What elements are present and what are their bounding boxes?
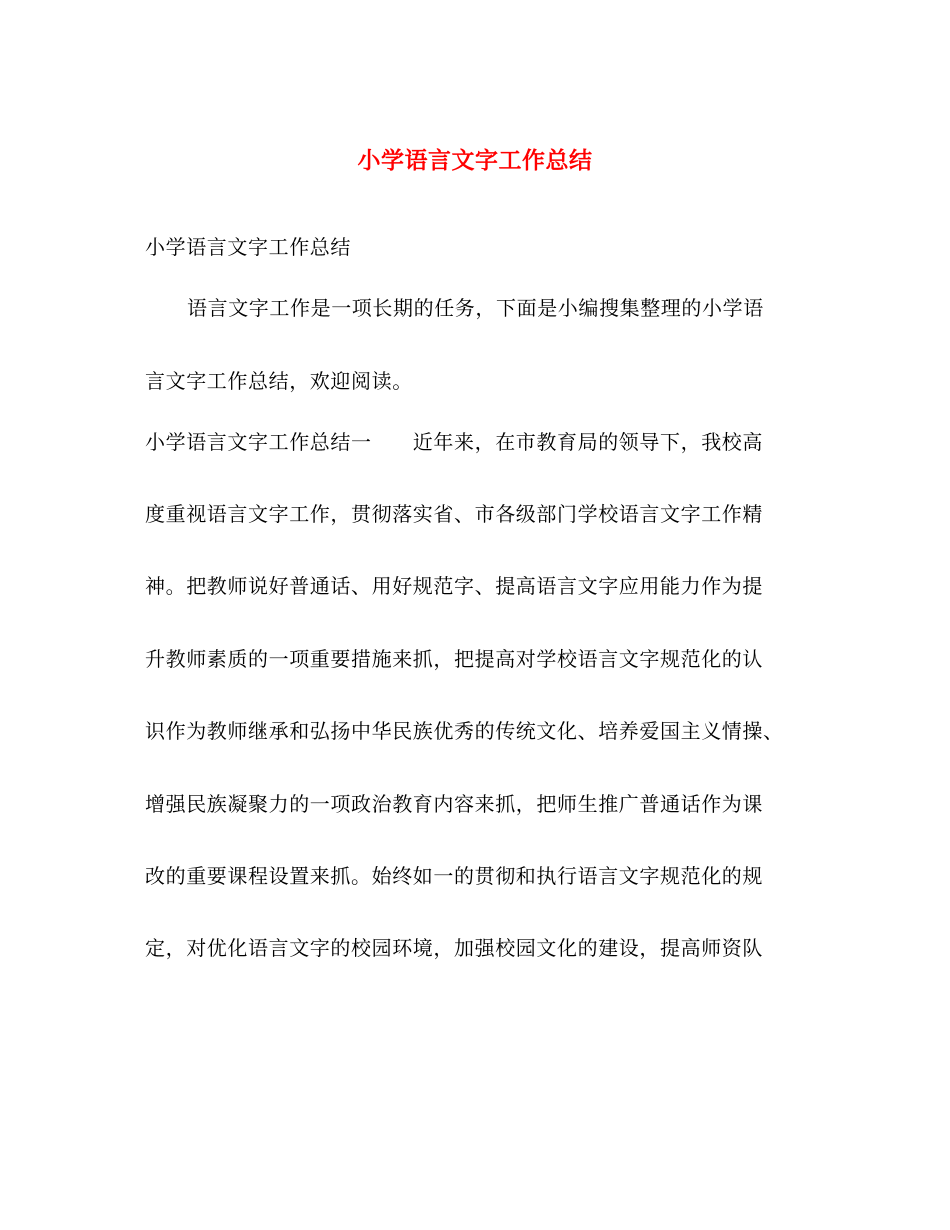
body-line-6: 增强民族凝聚力的一项政治教育内容来抓，把师生推广普通话作为课 [145,792,763,816]
body-line-7: 改的重要课程设置来抓。始终如一的贯彻和执行语言文字规范化的规 [145,864,763,888]
document-title: 小学语言文字工作总结 [357,147,593,174]
body-line-4: 升教师素质的一项重要措施来抓，把提高对学校语言文字规范化的认 [145,647,763,671]
intro-line-2: 言文字工作总结，欢迎阅读。 [145,369,413,393]
subtitle-line: 小学语言文字工作总结 [145,235,351,259]
body-line-2: 度重视语言文字工作，贯彻落实省、市各级部门学校语言文字工作精 [145,502,763,526]
intro-line-1: 语言文字工作是一项长期的任务，下面是小编搜集整理的小学语 [187,296,764,320]
body-line-3: 神。把教师说好普通话、用好规范字、提高语言文字应用能力作为提 [145,574,763,598]
body-line-1: 小学语言文字工作总结一 近年来，在市教育局的领导下，我校高 [145,430,763,454]
body-line-8: 定，对优化语言文字的校园环境，加强校园文化的建设，提高师资队 [145,936,763,960]
body-line-5: 识作为教师继承和弘扬中华民族优秀的传统文化、培养爱国主义情操、 [145,719,784,743]
